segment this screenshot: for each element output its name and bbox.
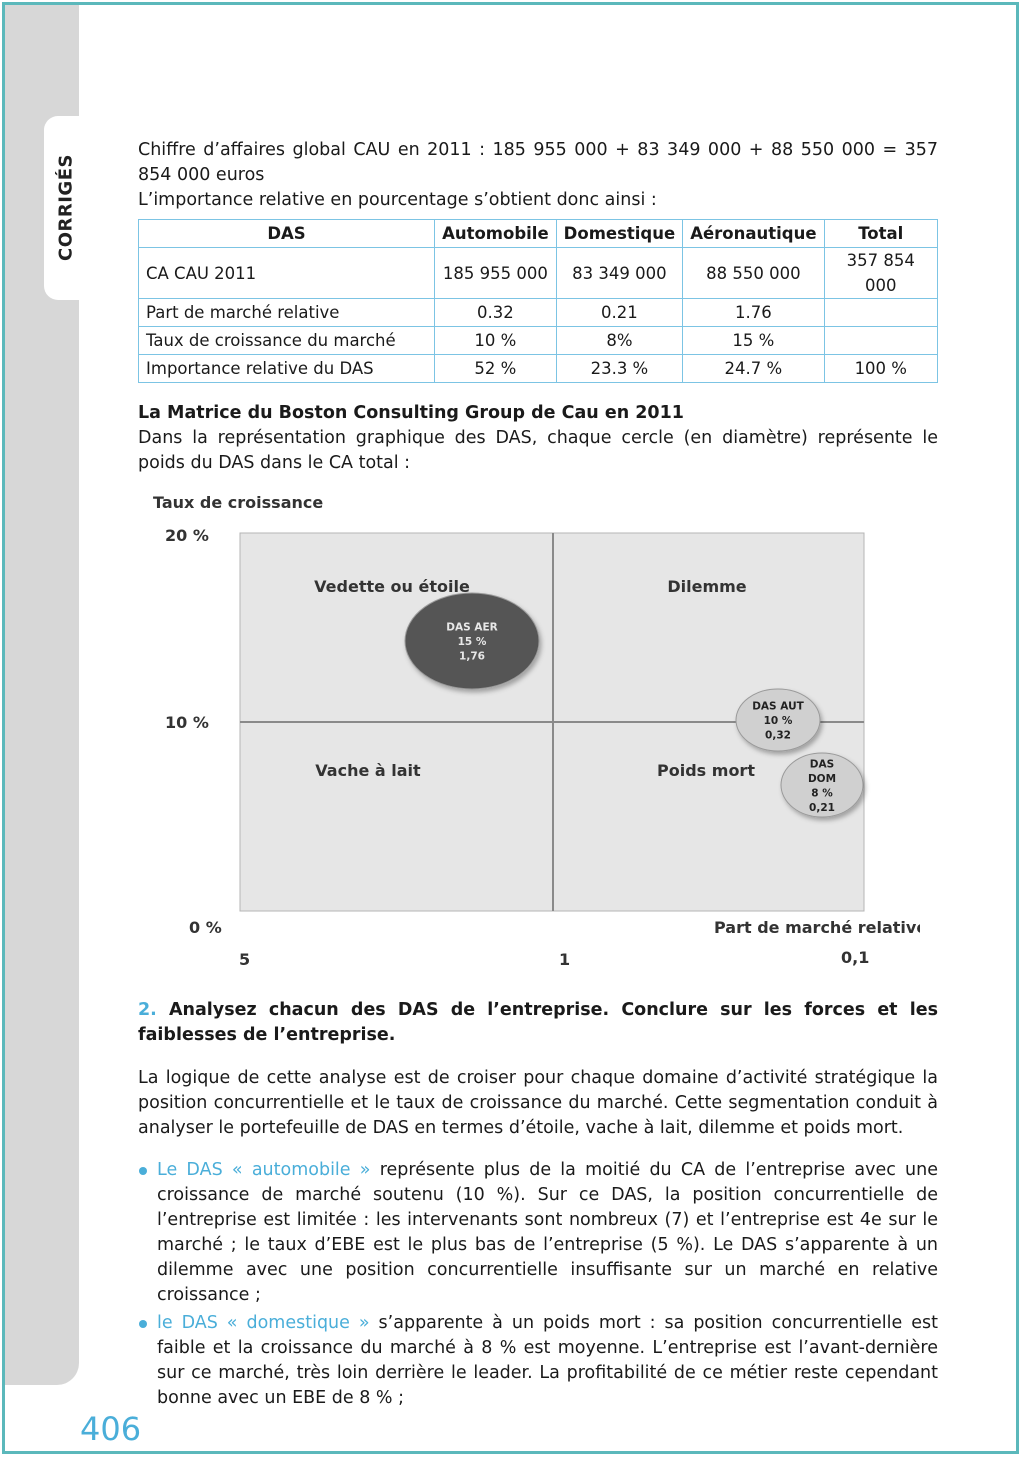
intro-line-1: Chiffre d’affaires global CAU en 2011 : 185 955 000 + 83 349 000 + 88 550 000 = 357 854 000 euros bbox=[138, 140, 938, 185]
question-2 bbox=[138, 998, 938, 1048]
table-cell: 88 550 000 bbox=[683, 248, 824, 299]
bullet-icon bbox=[139, 1320, 147, 1328]
table-header: DAS bbox=[139, 220, 435, 248]
x-axis-label: Part de marché relative bbox=[714, 918, 920, 937]
table-cell: Importance relative du DAS bbox=[139, 355, 435, 383]
table-cell: 185 955 000 bbox=[435, 248, 557, 299]
table-header: Automobile bbox=[435, 220, 557, 248]
bubble-label: DOM bbox=[807, 772, 837, 785]
x-tick-label: 1 bbox=[559, 950, 571, 969]
table-cell: 52 % bbox=[435, 355, 557, 383]
bubble-label: 10 % bbox=[763, 715, 793, 727]
bullet-text: représente plus de la moitié du CA de l’entreprise avec une croissance de marché soutenu (10 %). Sur ce DAS, la position concurrentielle de l’entreprise est limitée : les intervenants sont nombreux (7) et l’entreprise est 4e sur le marché ; le taux d’EBE est le plus bas de l’entreprise (5 %). Le DAS s’apparente à un dilemme avec une position concurrentielle insuffisante sur un marché en relative croissance ; bbox=[157, 1160, 938, 1305]
table-cell: 357 854 000 bbox=[824, 248, 937, 299]
section-label: CORRIGÉS bbox=[55, 154, 77, 262]
table-cell: 0.21 bbox=[556, 299, 683, 327]
table-cell: 8% bbox=[556, 327, 683, 355]
bullet-text: s’apparente à un poids mort : sa position concurrentielle est faible et la croissance du marché à 8 % est moyenne. L’entreprise est l’avant-dernière sur ce marché, très loin derrière le leader. La profitabilité de ce métier reste cependant bonne avec un EBE de 8 % ; bbox=[157, 1313, 938, 1408]
table-header: Total bbox=[824, 220, 937, 248]
y-tick-label: 20 % bbox=[165, 526, 209, 545]
bcg-matrix-chart bbox=[140, 484, 920, 974]
table-cell: Taux de croissance du marché bbox=[139, 327, 435, 355]
table-cell: 83 349 000 bbox=[556, 248, 683, 299]
table-cell: 0.32 bbox=[435, 299, 557, 327]
list-item bbox=[138, 1158, 938, 1308]
table-cell: 100 % bbox=[824, 355, 937, 383]
intro-line-2: L’importance relative en pourcentage s’obtient donc ainsi : bbox=[138, 190, 657, 210]
table-header: Aéronautique bbox=[683, 220, 824, 248]
x-tick-label: 5 bbox=[239, 950, 251, 969]
quadrant-label-dog: Poids mort bbox=[657, 761, 755, 780]
list-item bbox=[138, 1311, 938, 1411]
bullet-highlight: Le DAS « automobile » bbox=[157, 1160, 371, 1180]
lower-content bbox=[138, 998, 938, 1411]
bubble-label: 15 % bbox=[457, 636, 487, 648]
bubble-label: DAS bbox=[809, 758, 835, 771]
table-cell: CA CAU 2011 bbox=[139, 248, 435, 299]
quadrant-label-star: Vedette ou étoile bbox=[314, 577, 470, 596]
page-number: 406 bbox=[80, 1410, 142, 1448]
das-table bbox=[138, 219, 938, 383]
table-row bbox=[139, 299, 938, 327]
y-axis-label: Taux de croissance bbox=[153, 493, 324, 512]
table-cell: 1.76 bbox=[683, 299, 824, 327]
table-cell: 23.3 % bbox=[556, 355, 683, 383]
matrix-title: La Matrice du Boston Consulting Group de Cau en 2011 bbox=[138, 403, 684, 423]
table-cell: Part de marché relative bbox=[139, 299, 435, 327]
x-tick-label: 0,1 bbox=[841, 948, 870, 967]
table-cell bbox=[824, 327, 937, 355]
table-cell bbox=[824, 299, 937, 327]
table-cell: 24.7 % bbox=[683, 355, 824, 383]
bubble-label: DAS AUT bbox=[752, 700, 804, 713]
bubble-label: 8 % bbox=[811, 787, 833, 800]
upper-content bbox=[138, 138, 938, 476]
quadrant-label-dilemma: Dilemme bbox=[667, 577, 747, 596]
analysis-bullets bbox=[138, 1158, 938, 1411]
table-row bbox=[139, 327, 938, 355]
quadrant-label-cash-cow: Vache à lait bbox=[315, 761, 421, 780]
bcg-matrix-svg bbox=[140, 484, 920, 974]
bubble-label: 1,76 bbox=[459, 650, 485, 663]
y-tick-label: 10 % bbox=[165, 713, 209, 732]
bubble-label: 0,21 bbox=[809, 801, 835, 814]
bullet-highlight: le DAS « domestique » bbox=[157, 1313, 370, 1333]
question-text: Analysez chacun des DAS de l’entreprise. Conclure sur les forces et les faiblesses de l’entreprise. bbox=[138, 1000, 938, 1045]
table-header-row bbox=[139, 220, 938, 248]
table-row bbox=[139, 355, 938, 383]
bubble-label: DAS AER bbox=[446, 621, 498, 634]
table-row bbox=[139, 248, 938, 299]
table-cell: 15 % bbox=[683, 327, 824, 355]
bubble-label: 0,32 bbox=[765, 729, 791, 742]
matrix-description: Dans la représentation graphique des DAS, chaque cercle (en diamètre) représente le poids du DAS dans le CA total : bbox=[138, 428, 938, 473]
table-header: Domestique bbox=[556, 220, 683, 248]
bullet-icon bbox=[139, 1167, 147, 1175]
table-cell: 10 % bbox=[435, 327, 557, 355]
analysis-paragraph: La logique de cette analyse est de croiser pour chaque domaine d’activité stratégique la position concurrentielle et le taux de croissance du marché. Cette segmentation conduit à analyser le portefeuille de DAS en termes d’étoile, vache à lait, dilemme et poids mort. bbox=[138, 1067, 938, 1138]
question-number: 2. bbox=[138, 1000, 157, 1020]
y-tick-label: 0 % bbox=[189, 918, 222, 937]
